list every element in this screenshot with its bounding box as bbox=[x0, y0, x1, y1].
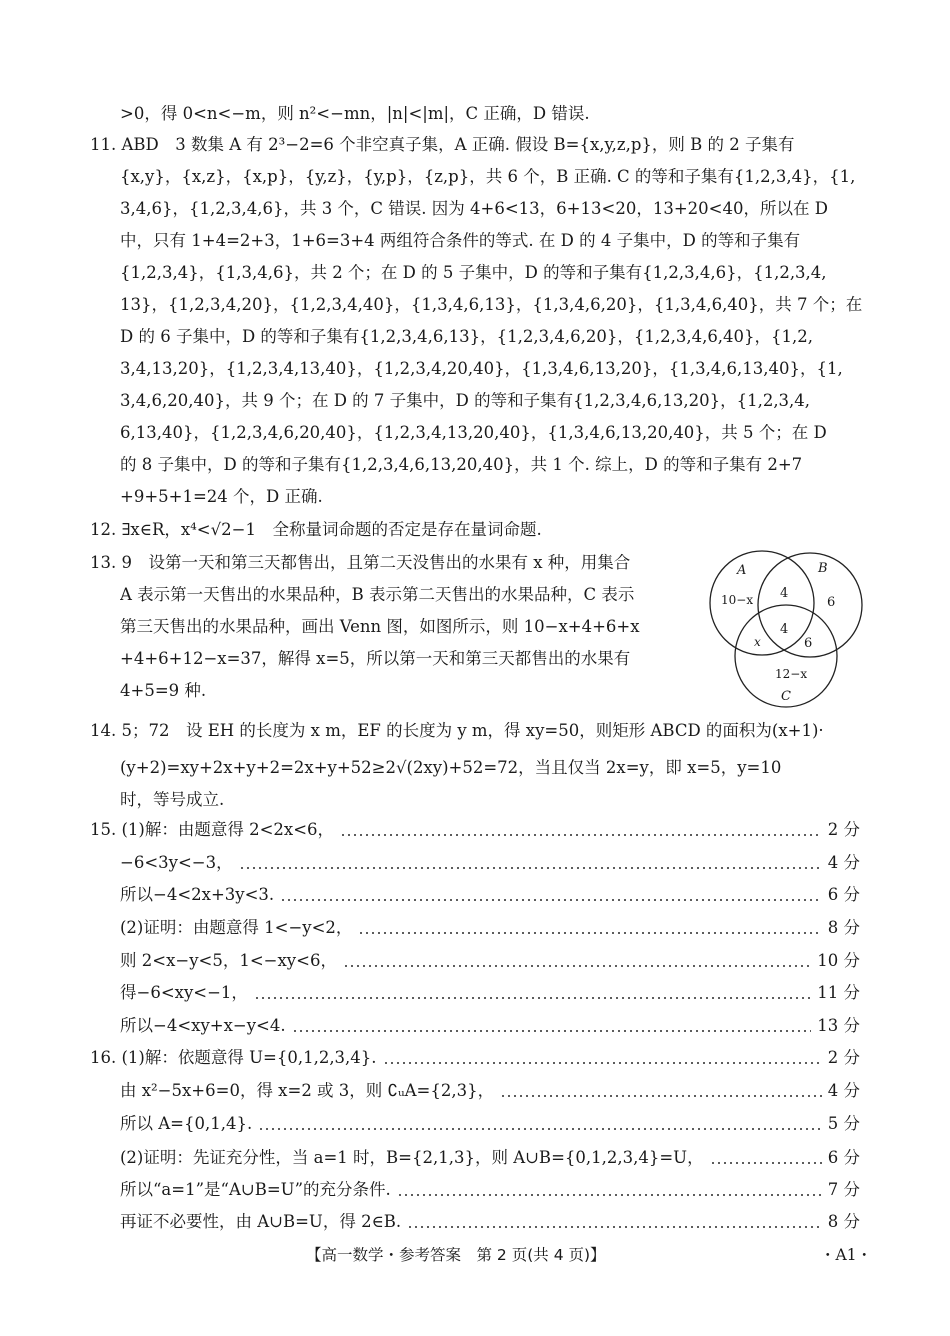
scored-line-11 bbox=[120, 1143, 860, 1173]
venn-label-c: C bbox=[781, 689, 791, 704]
scored-line-9 bbox=[120, 1076, 860, 1106]
venn-region-only-b: 6 bbox=[827, 595, 836, 610]
step-text: 所以“a=1”是“A∪B=U”的充分条件. bbox=[120, 1180, 391, 1199]
footer-page-info: 【高一数学・参考答案 第 2 页(共 4 页)】 bbox=[306, 1246, 606, 1264]
venn-region-only-a: 10−x bbox=[721, 593, 754, 607]
leader-dots bbox=[383, 1062, 822, 1064]
step-text: (2)证明：由题意得 1<−y<2， bbox=[120, 918, 353, 937]
step-text: 所以−4<xy+x−y<4. bbox=[120, 1016, 286, 1035]
line-text: 6,13,40}，{1,2,3,4,6,20,40}，{1,2,3,4,13,20,40}，{1,3,4,6,13,20,40}，共 5 个；在 D bbox=[120, 423, 827, 442]
footer-code: ・A1・ bbox=[820, 1246, 873, 1264]
scored-line-2 bbox=[120, 848, 860, 878]
text-line-11 bbox=[120, 418, 862, 448]
text-line-2 bbox=[90, 130, 862, 160]
scored-line-12 bbox=[120, 1175, 860, 1205]
line-text: 14. 5；72 设 EH 的长度为 x m，EF 的长度为 y m，得 xy=50，则矩形 ABCD 的面积为(x+1)· bbox=[90, 721, 824, 740]
text-line-22 bbox=[120, 785, 862, 815]
text-line-1 bbox=[120, 99, 862, 129]
leader-dots bbox=[710, 1162, 822, 1164]
scored-line-1 bbox=[90, 815, 860, 845]
score-label: 4 分 bbox=[827, 1081, 860, 1100]
score-label: 2 分 bbox=[827, 820, 860, 839]
step-text: 得−6<xy<−1， bbox=[120, 983, 248, 1002]
venn-region-only-c: 12−x bbox=[775, 667, 808, 681]
step-text: 则 2<x−y<5，1<−xy<6， bbox=[120, 951, 337, 970]
venn-region-center: 4 bbox=[780, 622, 789, 637]
score-label: 11 分 bbox=[817, 983, 860, 1002]
leader-dots bbox=[358, 932, 821, 934]
step-text: 由 x²−5x+6=0，得 x=2 或 3，则 ∁ᵤA={2,3}， bbox=[120, 1081, 495, 1100]
text-line-3 bbox=[120, 162, 862, 192]
text-line-13 bbox=[120, 482, 862, 512]
line-text: 11. ABD 3 数集 A 有 2³−2=6 个非空真子集，A 正确. 假设 B={x,y,z,p}，则 B 的 2 子集有 bbox=[90, 135, 795, 154]
line-text: +9+5+1=24 个，D 正确. bbox=[120, 487, 323, 506]
line-text: 3,4,13,20}，{1,2,3,4,13,40}，{1,2,3,4,20,40}，{1,3,4,6,13,20}，{1,3,4,6,13,40}，{1, bbox=[120, 359, 843, 378]
score-label: 4 分 bbox=[827, 853, 860, 872]
text-line-10 bbox=[120, 386, 862, 416]
line-text: (y+2)=xy+2x+y+2=2x+y+52≥2√(2xy)+52=72，当且仅当 2x=y，即 x=5，y=10 bbox=[120, 758, 782, 777]
score-label: 6 分 bbox=[827, 885, 860, 904]
leader-dots bbox=[397, 1194, 822, 1196]
score-label: 5 分 bbox=[827, 1114, 860, 1133]
venn-region-a-b: 4 bbox=[780, 586, 789, 601]
line-text: 3,4,6}，{1,2,3,4,6}，共 3 个，C 错误. 因为 4+6<13，6+13<20，13+20<40，所以在 D bbox=[120, 199, 828, 218]
venn-label-a: A bbox=[737, 563, 747, 578]
text-line-5 bbox=[120, 226, 862, 256]
score-label: 8 分 bbox=[827, 1212, 860, 1231]
score-label: 7 分 bbox=[827, 1180, 860, 1199]
step-text: 16. (1)解：依题意得 U={0,1,2,3,4}. bbox=[90, 1048, 377, 1067]
line-text: 13}，{1,2,3,4,20}，{1,2,3,4,40}，{1,3,4,6,13}，{1,3,4,6,20}，{1,3,4,6,40}，共 7 个；在 bbox=[120, 295, 862, 314]
text-line-14 bbox=[90, 515, 862, 545]
line-text: 第三天售出的水果品种，画出 Venn 图，如图所示，则 10−x+4+6+x bbox=[120, 617, 640, 636]
score-label: 10 分 bbox=[817, 951, 860, 970]
scored-line-7 bbox=[120, 1011, 860, 1041]
leader-dots bbox=[292, 1030, 812, 1032]
line-text: 的 8 子集中，D 的等和子集有{1,2,3,4,6,13,20,40}，共 1 个. 综上，D 的等和子集有 2+7 bbox=[120, 455, 803, 474]
scored-line-13 bbox=[120, 1207, 860, 1237]
leader-dots bbox=[500, 1095, 822, 1097]
score-label: 6 分 bbox=[827, 1148, 860, 1167]
line-text: {x,y}，{x,z}，{x,p}，{y,z}，{y,p}，{z,p}，共 6 个，B 正确. C 的等和子集有{1,2,3,4}，{1, bbox=[120, 167, 856, 186]
step-text: 所以−4<2x+3y<3. bbox=[120, 885, 275, 904]
scored-line-3 bbox=[120, 880, 860, 910]
leader-dots bbox=[239, 867, 822, 869]
line-text: D 的 6 子集中，D 的等和子集有{1,2,3,4,6,13}，{1,2,3,4,6,20}，{1,2,3,4,6,40}，{1,2, bbox=[120, 327, 814, 346]
leader-dots bbox=[280, 899, 822, 901]
leader-dots bbox=[407, 1226, 822, 1228]
leader-dots bbox=[258, 1128, 822, 1130]
line-text: 12. ∃x∈R，x⁴<√2−1 全称量词命题的否定是存在量词命题. bbox=[90, 520, 542, 539]
text-line-7 bbox=[120, 290, 862, 320]
line-text: 时，等号成立. bbox=[120, 790, 225, 809]
text-line-20 bbox=[90, 716, 862, 746]
step-text: (2)证明：先证充分性，当 a=1 时，B={2,1,3}，则 A∪B={0,1,2,3,4}=U， bbox=[120, 1148, 704, 1167]
scored-line-4 bbox=[120, 913, 860, 943]
score-label: 13 分 bbox=[817, 1016, 860, 1035]
scored-line-5 bbox=[120, 946, 860, 976]
line-text: 3,4,6,20,40}，共 9 个；在 D 的 7 子集中，D 的等和子集有{1,2,3,4,6,13,20}，{1,2,3,4, bbox=[120, 391, 811, 410]
line-text: A 表示第一天售出的水果品种，B 表示第二天售出的水果品种，C 表示 bbox=[120, 585, 635, 604]
line-text: 中，只有 1+4=2+3，1+6=3+4 两组符合条件的等式. 在 D 的 4 子集中，D 的等和子集有 bbox=[120, 231, 801, 250]
line-text: 4+5=9 种. bbox=[120, 681, 207, 700]
text-line-4 bbox=[120, 194, 862, 224]
leader-dots bbox=[340, 834, 822, 836]
line-text: {1,2,3,4}，{1,3,4,6}，共 2 个；在 D 的 5 子集中，D 的等和子集有{1,2,3,4,6}，{1,2,3,4, bbox=[120, 263, 827, 282]
venn-diagram bbox=[702, 548, 868, 710]
line-text: >0，得 0<n<−m，则 n²<−mn，|n|<|m|，C 正确，D 错误. bbox=[120, 104, 590, 123]
page-footer bbox=[0, 1240, 950, 1270]
leader-dots bbox=[254, 997, 811, 999]
text-line-8 bbox=[120, 322, 862, 352]
scored-line-8 bbox=[90, 1043, 860, 1073]
venn-label-b: B bbox=[818, 561, 828, 576]
text-line-9 bbox=[120, 354, 862, 384]
score-label: 8 分 bbox=[827, 918, 860, 937]
step-text: 所以 A={0,1,4}. bbox=[120, 1114, 253, 1133]
text-line-12 bbox=[120, 450, 862, 480]
step-text: −6<3y<−3， bbox=[120, 853, 233, 872]
venn-region-b-c: 6 bbox=[804, 636, 813, 651]
score-label: 2 分 bbox=[827, 1048, 860, 1067]
line-text: 13. 9 设第一天和第三天都售出，且第二天没售出的水果有 x 种，用集合 bbox=[90, 553, 631, 572]
text-line-21 bbox=[120, 753, 862, 783]
scored-line-6 bbox=[120, 978, 860, 1008]
step-text: 再证不必要性，由 A∪B=U，得 2∈B. bbox=[120, 1212, 402, 1231]
step-text: 15. (1)解：由题意得 2<2x<6， bbox=[90, 820, 335, 839]
venn-region-a-c: x bbox=[754, 635, 761, 649]
text-line-6 bbox=[120, 258, 862, 288]
scored-line-10 bbox=[120, 1109, 860, 1139]
line-text: +4+6+12−x=37，解得 x=5，所以第一天和第三天都售出的水果有 bbox=[120, 649, 631, 668]
leader-dots bbox=[343, 965, 811, 967]
